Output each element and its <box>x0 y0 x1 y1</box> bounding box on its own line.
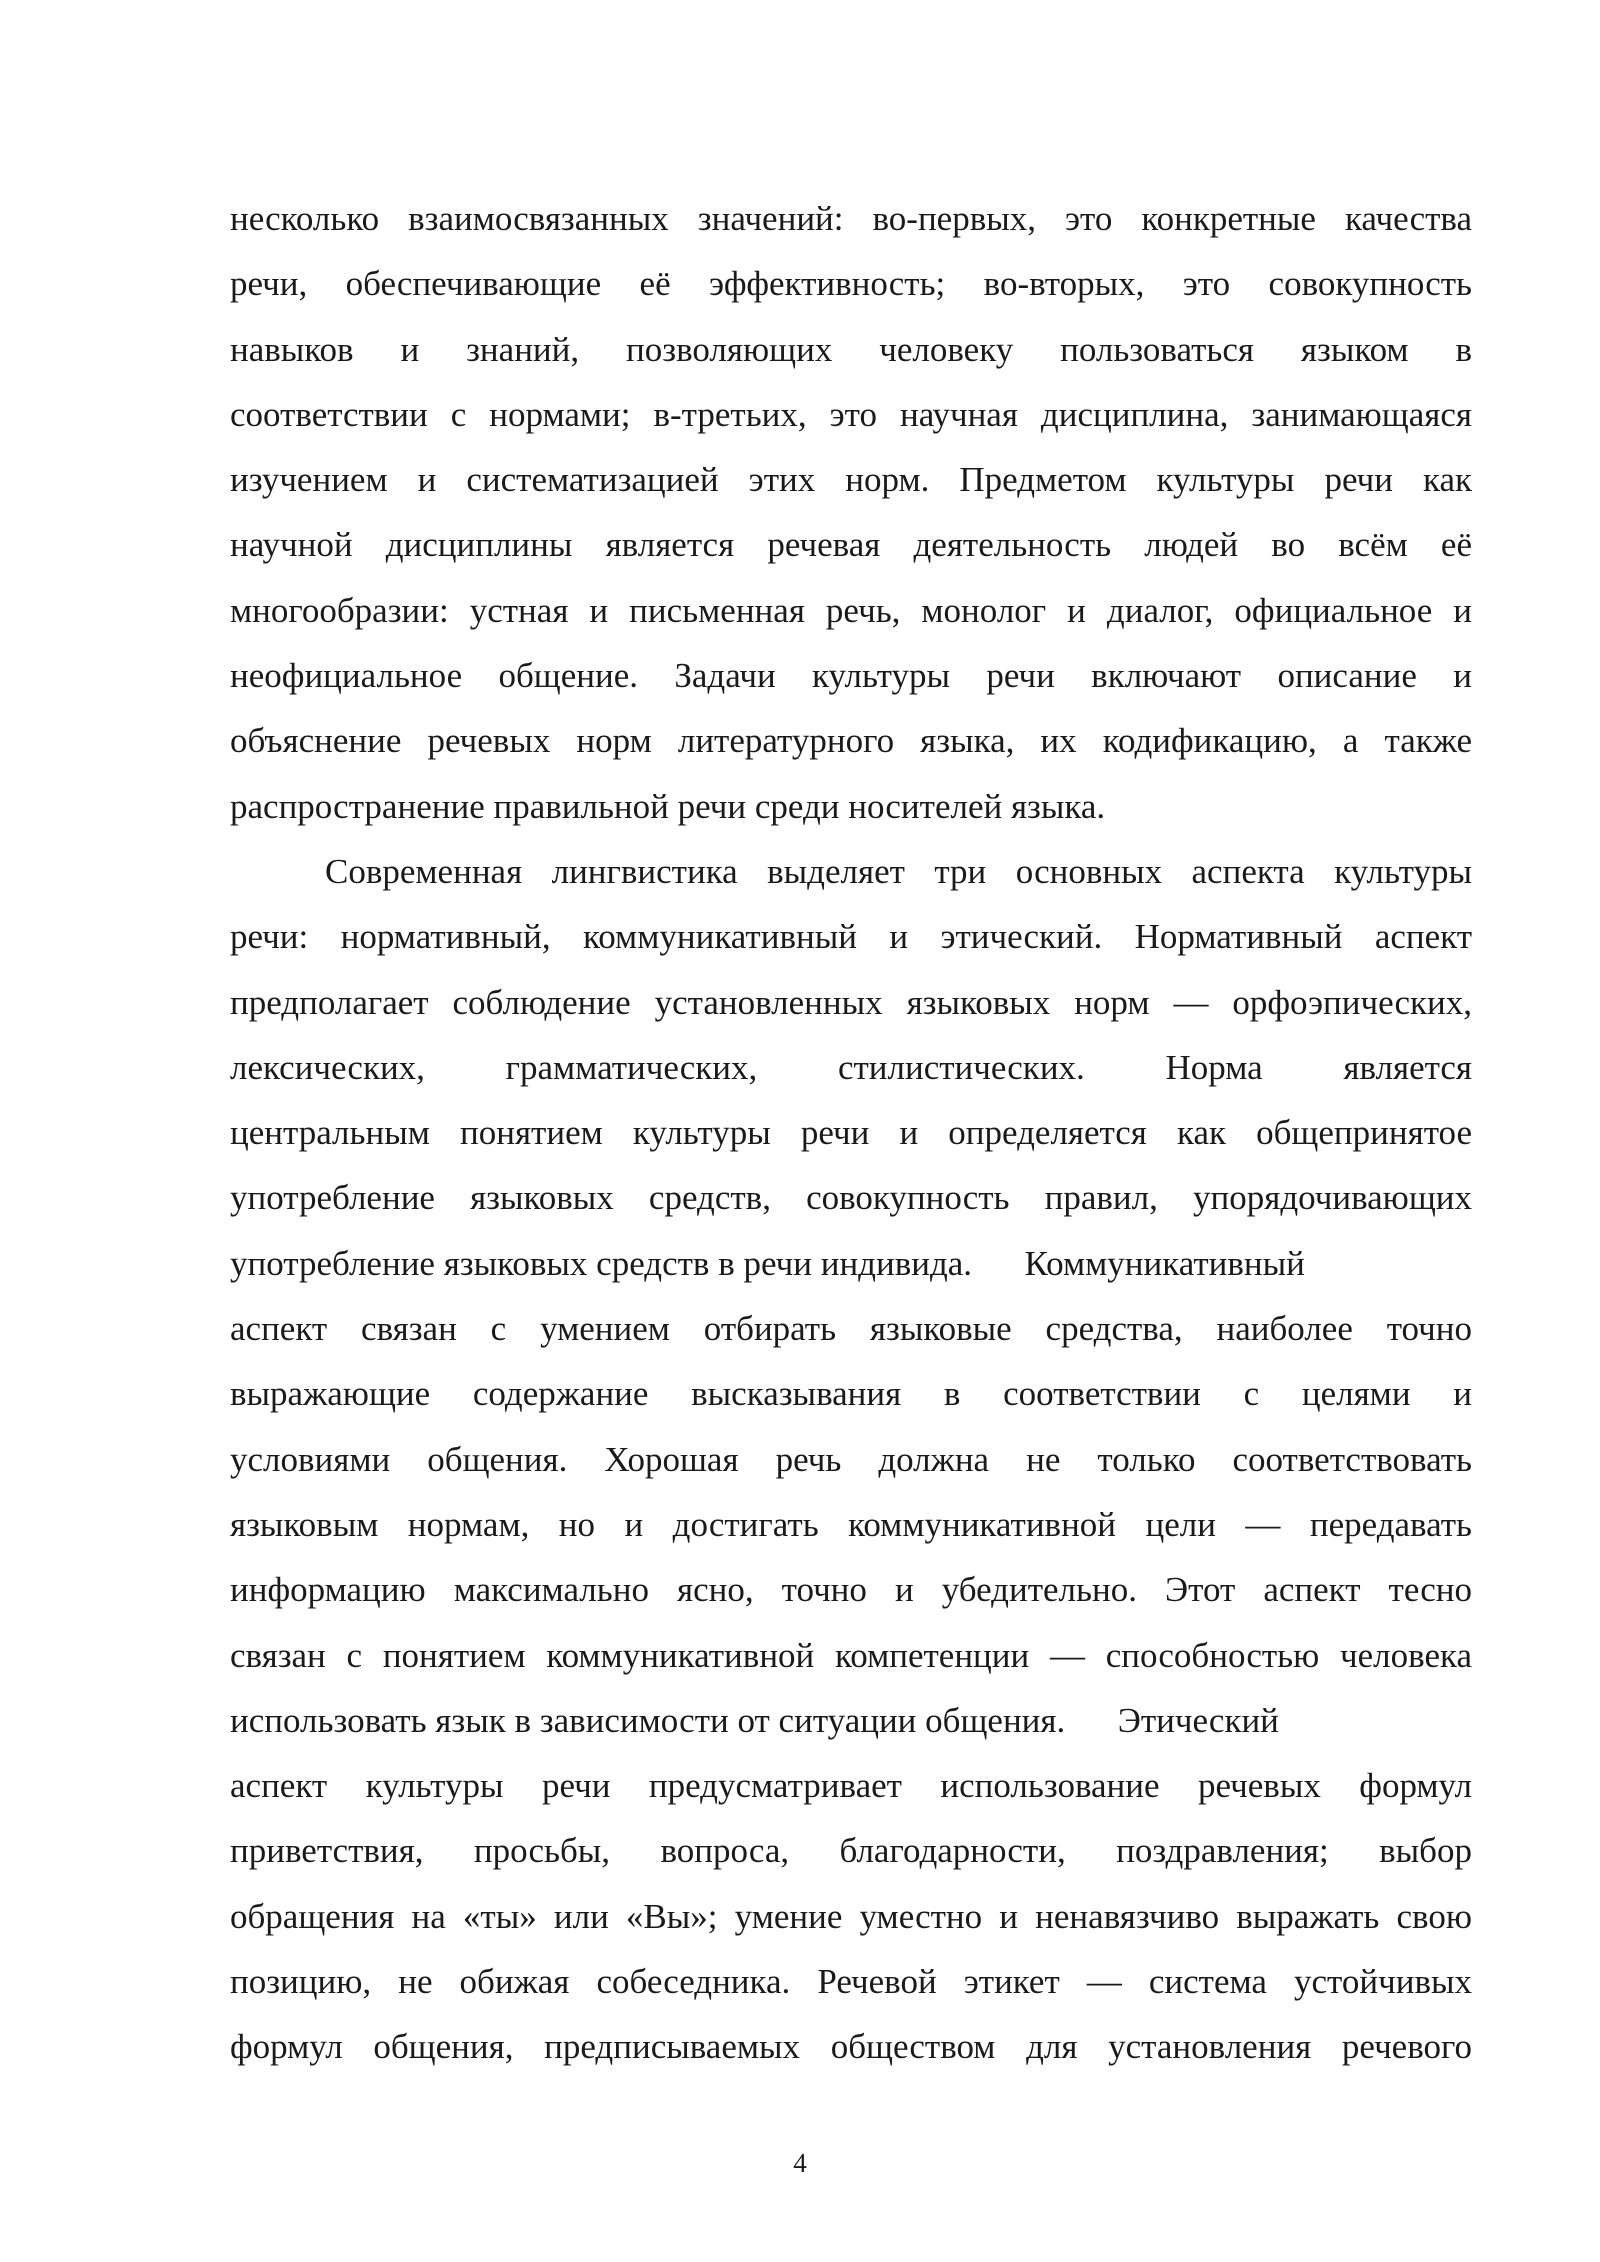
text-line: условиями общения. Хорошая речь должна не только соответствовать <box>230 1439 1472 1479</box>
text-line: изучением и систематизацией этих норм. Предметом культуры речи как <box>230 460 1472 500</box>
text-line: навыков и знаний, позволяющих человеку пользоваться языком в <box>230 329 1472 369</box>
text-line: соответствии с нормами; в-третьих, это научная дисциплина, занимающаяся <box>230 394 1472 434</box>
text-line: языковым нормам, но и достигать коммуникативной цели — передавать <box>230 1504 1472 1544</box>
paragraph-first-line: Современная лингвистика выделяет три основных аспекта культуры <box>325 851 1472 891</box>
text-line: распространение правильной речи среди носителей языка. <box>230 786 1106 826</box>
text-line: аспект связан с умением отбирать языковые средства, наиболее точно <box>230 1309 1472 1349</box>
text-line: предполагает соблюдение установленных языковых норм — орфоэпических, <box>230 982 1472 1022</box>
text-line: обращения на «ты» или «Вы»; умение уместно и ненавязчиво выражать свою <box>230 1896 1472 1936</box>
text-line: употребление языковых средств, совокупность правил, упорядочивающих <box>230 1178 1472 1218</box>
text-line: лексических, грамматических, стилистических. Норма является <box>230 1047 1472 1087</box>
text-line: связан с понятием коммуникативной компетенции — способностью человека <box>230 1635 1472 1675</box>
text-line: многообразии: устная и письменная речь, монолог и диалог, официальное и <box>230 590 1472 630</box>
body-text <box>230 186 1472 2080</box>
text-line: несколько взаимосвязанных значений: во-первых, это конкретные качества <box>230 199 1472 238</box>
text-line: формул общения, предписываемых обществом для установления речевого <box>230 2027 1472 2067</box>
text-line: научной дисциплины является речевая деятельность людей во всём её <box>230 525 1472 565</box>
text-line: центральным понятием культуры речи и определяется как общепринятое <box>230 1113 1472 1153</box>
text-line: объяснение речевых норм литературного языка, их кодификацию, а также <box>230 721 1472 761</box>
text-line: позицию, не обижая собеседника. Речевой этикет — система устойчивых <box>230 1962 1472 2002</box>
text-line: употребление языковых средств в речи индивида. Коммуникативный <box>230 1243 1305 1283</box>
text-line: аспект культуры речи предусматривает использование речевых формул <box>230 1766 1472 1806</box>
text-line: информацию максимально ясно, точно и убедительно. Этот аспект тесно <box>230 1570 1472 1610</box>
text-line: речи: нормативный, коммуникативный и этический. Нормативный аспект <box>230 917 1472 957</box>
page-number: 4 <box>793 2148 807 2178</box>
text-line: выражающие содержание высказывания в соответствии с целями и <box>230 1374 1472 1414</box>
text-line: приветствия, просьбы, вопроса, благодарности, поздравления; выбор <box>230 1831 1472 1871</box>
text-line: использовать язык в зависимости от ситуации общения. Этический <box>230 1700 1279 1740</box>
text-line: неофициальное общение. Задачи культуры речи включают описание и <box>230 656 1472 696</box>
text-line: речи, обеспечивающие её эффективность; во-вторых, это совокупность <box>230 264 1472 304</box>
